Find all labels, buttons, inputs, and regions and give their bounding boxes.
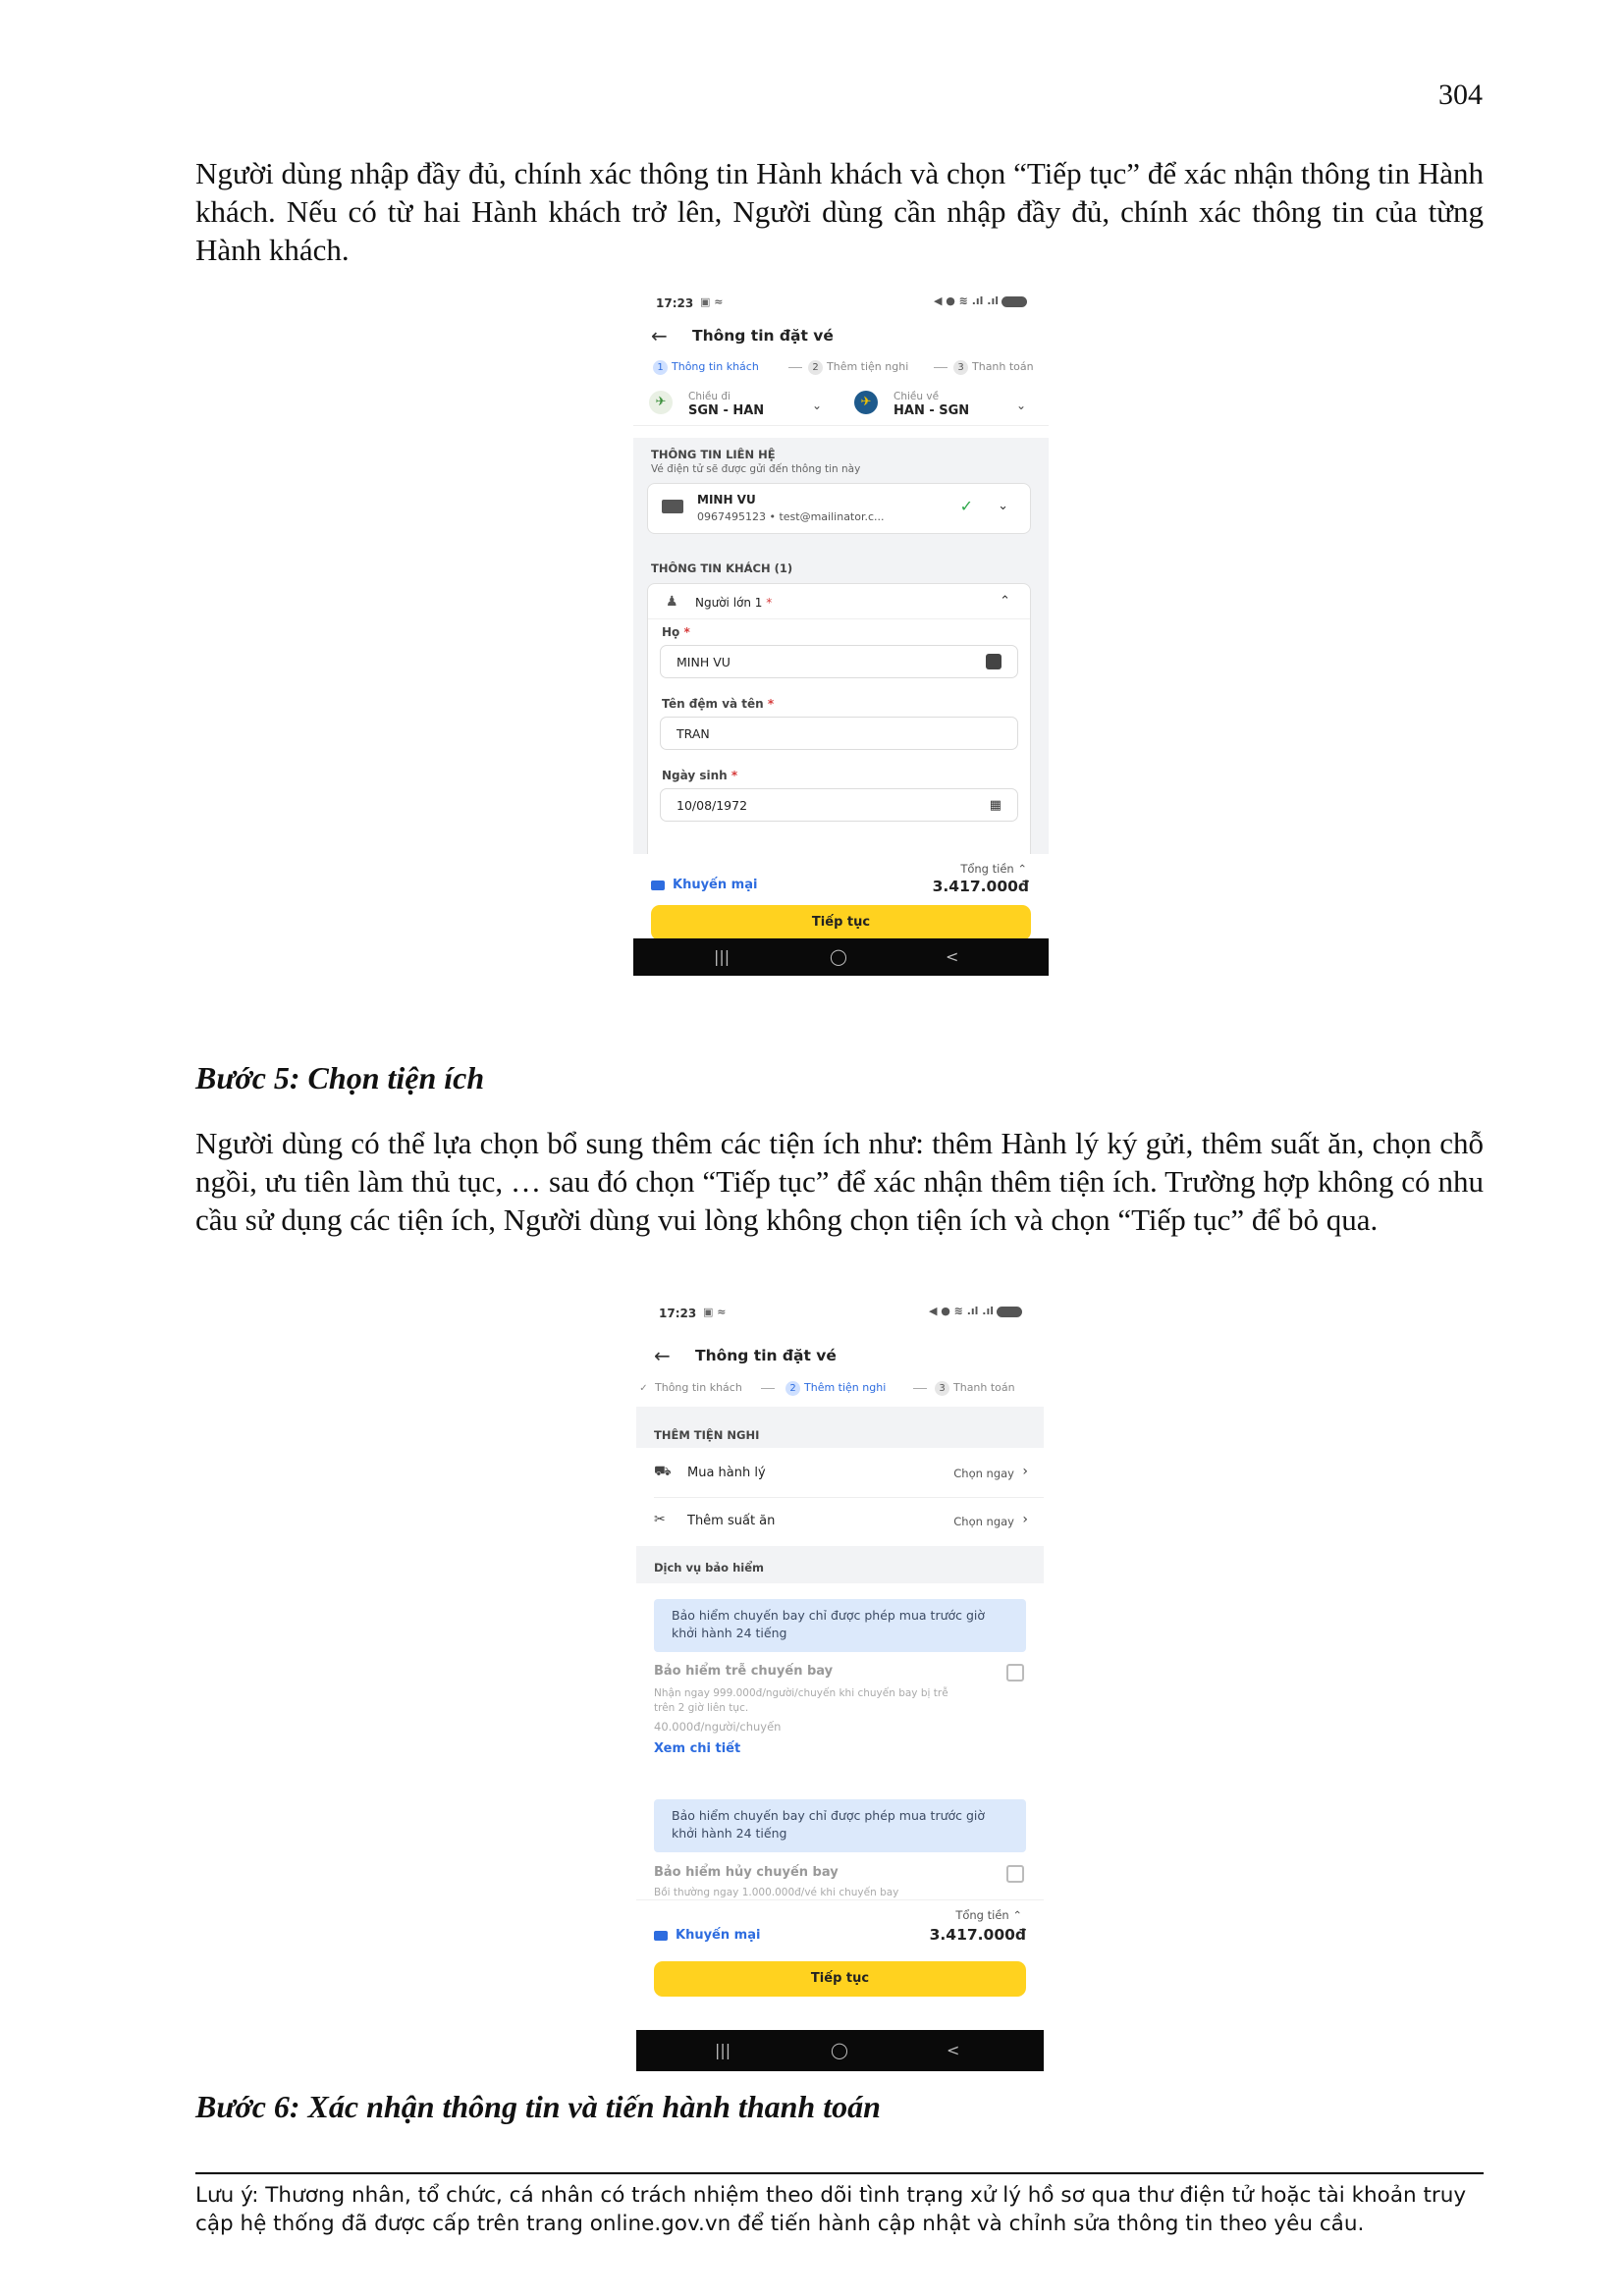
chevron-right-icon[interactable]: › — [1022, 1464, 1028, 1479]
booking-steps — [633, 360, 1049, 378]
screen-title: Thông tin đặt vé — [692, 327, 834, 345]
contact-details: 0967495123 • test@mailinator.c... — [697, 510, 885, 523]
insurance-notice: Bảo hiểm chuyến bay chỉ được phép mua trước giờ khởi hành 24 tiếng — [654, 1799, 1026, 1852]
promo-button[interactable]: Khuyến mại — [651, 878, 757, 892]
step-passenger-info: ✓ Thông tin khách — [639, 1381, 742, 1394]
step-passenger-info: 1 Thông tin khách — [653, 360, 759, 375]
amenities-screenshot — [636, 1299, 1044, 2071]
required-marker: * — [731, 769, 738, 782]
step-payment: 3 Thanh toán — [935, 1381, 1015, 1396]
amenities-section-title: THÊM TIỆN NGHI — [654, 1428, 760, 1442]
contact-card[interactable] — [647, 483, 1031, 534]
total-value: 3.417.000đ — [929, 1926, 1026, 1944]
step-amenities: 2 Thêm tiện nghi — [785, 1381, 886, 1396]
notification-icons: ▣ ≈ — [703, 1306, 727, 1318]
ticket-icon — [654, 1931, 668, 1941]
delay-insurance-description: Nhận ngay 999.000đ/người/chuyến khi chuyến bay bị trễ trên 2 giờ liên tục. — [654, 1687, 948, 1714]
step6-heading: Bước 6: Xác nhận thông tin và tiến hành thanh toán — [195, 2089, 881, 2124]
step-divider — [913, 1388, 927, 1389]
ticket-icon — [651, 881, 665, 890]
passenger-header[interactable] — [648, 584, 1030, 619]
step-divider — [761, 1388, 775, 1389]
passenger-info-screenshot — [633, 289, 1049, 976]
cancel-insurance-checkbox[interactable] — [1006, 1865, 1024, 1883]
page-number: 304 — [1438, 79, 1483, 111]
passenger-card — [647, 583, 1031, 868]
battery-icon — [1001, 296, 1027, 307]
cancel-insurance-description: Bồi thường ngay 1.000.000đ/vé khi chuyến bay — [654, 1887, 899, 1897]
amenity-row-baggage[interactable]: ⛟ Mua hành lý Chọn ngay › — [654, 1464, 1028, 1480]
screen-header — [636, 1344, 1044, 1373]
status-bar — [633, 289, 1049, 314]
booking-steps — [636, 1381, 1044, 1399]
chevron-down-icon[interactable]: ⌄ — [998, 499, 1008, 513]
passenger-section-title: THÔNG TIN KHÁCH (1) — [651, 561, 793, 575]
choose-now-link[interactable]: Chọn ngay — [953, 1467, 1014, 1480]
step-payment: 3 Thanh toán — [953, 360, 1034, 375]
insurance-section-title: Dịch vụ bảo hiểm — [654, 1561, 764, 1575]
return-leg[interactable]: Chiều về HAN - SGN — [893, 391, 970, 418]
luggage-icon: ⛟ — [654, 1464, 672, 1479]
given-name-input[interactable]: TRAN — [660, 717, 1018, 750]
choose-now-link[interactable]: Chọn ngay — [953, 1515, 1014, 1528]
required-marker: * — [767, 697, 775, 711]
total-label: Tổng tiền — [960, 862, 1014, 876]
required-marker: * — [683, 625, 690, 639]
status-time: 17:23 — [656, 296, 694, 310]
form-area — [633, 438, 1049, 854]
home-icon[interactable]: ◯ — [830, 947, 847, 966]
contact-section-title: THÔNG TIN LIÊN HỆ — [651, 448, 776, 461]
intro-paragraph: Người dùng nhập đầy đủ, chính xác thông tin Hành khách và chọn “Tiếp tục” để xác nhận thông tin Hành khách. Nếu có từ hai Hành khách trở lên, Người dùng cần nhập đầy đủ, chính xác thông tin của từng Hành khách. — [195, 156, 1484, 267]
outbound-leg[interactable]: Chiều đi SGN - HAN — [688, 391, 765, 418]
mail-icon — [662, 500, 683, 513]
contact-name: MINH VU — [697, 493, 756, 507]
back-arrow-icon[interactable]: ← — [651, 324, 668, 347]
delay-insurance-checkbox[interactable] — [1006, 1664, 1024, 1682]
home-icon[interactable]: ◯ — [831, 2041, 848, 2059]
chevron-down-icon[interactable]: ⌄ — [1016, 399, 1027, 412]
contact-book-icon[interactable] — [986, 654, 1001, 669]
step-divider — [788, 367, 802, 368]
promo-button[interactable]: Khuyến mại — [654, 1928, 760, 1943]
check-icon: ✓ — [959, 497, 973, 515]
battery-icon — [997, 1307, 1022, 1317]
meal-icon: ✂ — [654, 1512, 666, 1527]
passenger-label: Người lớn 1 — [695, 596, 763, 610]
signal-icons: ◀ ● ≋ .ıl .ıl — [929, 1305, 1022, 1317]
android-nav-bar — [633, 938, 1049, 976]
step5-paragraph: Người dùng có thể lựa chọn bổ sung thêm các tiện ích như: thêm Hành lý ký gửi, thêm suất ăn, chọn chỗ ngồi, ưu tiên làm thủ tục, … sau đó chọn “Tiếp tục” để xác nhận thêm tiện ích. Trường hợp không có nhu cầu sử dụng các tiện ích, Người dùng vui lòng không chọn tiện ích và chọn “Tiếp tục” để bỏ qua. — [195, 1126, 1484, 1237]
continue-button[interactable]: Tiếp tục — [651, 905, 1031, 940]
recent-apps-icon[interactable]: ||| — [715, 2041, 731, 2059]
dob-label: Ngày sinh — [662, 769, 728, 782]
android-nav-bar — [636, 2030, 1044, 2071]
airline-logo-icon: ✈ — [649, 391, 673, 414]
surname-label: Họ — [662, 625, 680, 639]
step-amenities: 2 Thêm tiện nghi — [808, 360, 908, 375]
continue-button[interactable]: Tiếp tục — [654, 1961, 1026, 1997]
calendar-icon[interactable]: ▦ — [989, 798, 1001, 813]
status-time: 17:23 — [659, 1307, 697, 1320]
details-link[interactable]: Xem chi tiết — [654, 1741, 741, 1756]
chevron-up-icon[interactable]: ⌃ — [1000, 594, 1010, 609]
back-arrow-icon[interactable]: ← — [654, 1344, 671, 1367]
back-icon[interactable]: < — [947, 2041, 960, 2059]
route-selector — [633, 385, 1049, 426]
screen-header — [633, 324, 1049, 353]
signal-icons: ◀ ● ≋ .ıl .ıl — [934, 294, 1027, 307]
delay-insurance-price: 40.000đ/người/chuyến — [654, 1720, 782, 1734]
insurance-notice: Bảo hiểm chuyến bay chỉ được phép mua trước giờ khởi hành 24 tiếng — [654, 1599, 1026, 1652]
back-icon[interactable]: < — [946, 947, 959, 966]
chevron-down-icon[interactable]: ⌄ — [812, 399, 823, 412]
cancel-insurance-title: Bảo hiểm hủy chuyến bay — [654, 1865, 839, 1880]
total-label: Tổng tiền — [955, 1908, 1009, 1922]
required-marker: * — [766, 596, 773, 610]
recent-apps-icon[interactable]: ||| — [714, 947, 731, 966]
chevron-up-icon[interactable]: ⌃ — [1017, 862, 1027, 876]
total-value: 3.417.000đ — [932, 878, 1029, 895]
given-name-label: Tên đệm và tên — [662, 697, 764, 711]
step5-heading: Bước 5: Chọn tiện ích — [195, 1060, 485, 1095]
contact-section-subtitle: Vé điện tử sẽ được gửi đến thông tin này — [651, 463, 861, 475]
dob-input[interactable]: 10/08/1972 ▦ — [660, 788, 1018, 822]
status-bar — [636, 1299, 1044, 1324]
footer-note: Lưu ý: Thương nhân, tổ chức, cá nhân có trách nhiệm theo dõi tình trạng xử lý hồ sơ qua thư điện tử hoặc tài khoản truy cập hệ thống đã được cấp trên trang online.gov.vn để tiến hành cập nhật và chỉnh sửa thông tin theo yêu cầu. — [195, 2183, 1467, 2236]
chevron-up-icon[interactable]: ⌃ — [1012, 1908, 1022, 1922]
amenity-row-meal[interactable]: ✂ Thêm suất ăn Chọn ngay › — [654, 1512, 1028, 1528]
notification-icons: ▣ ≈ — [700, 295, 724, 308]
delay-insurance-title: Bảo hiểm trễ chuyến bay — [654, 1664, 834, 1679]
footer-divider — [195, 2172, 1484, 2174]
airline-logo-icon: ✈ — [854, 391, 878, 414]
surname-input[interactable]: MINH VU — [660, 645, 1018, 678]
insurance-header-band — [636, 1546, 1044, 1583]
screen-title: Thông tin đặt vé — [695, 1347, 837, 1364]
step-divider — [934, 367, 947, 368]
person-icon: ♟ — [666, 594, 678, 610]
amenities-header-band — [636, 1407, 1044, 1448]
chevron-right-icon[interactable]: › — [1022, 1512, 1028, 1527]
